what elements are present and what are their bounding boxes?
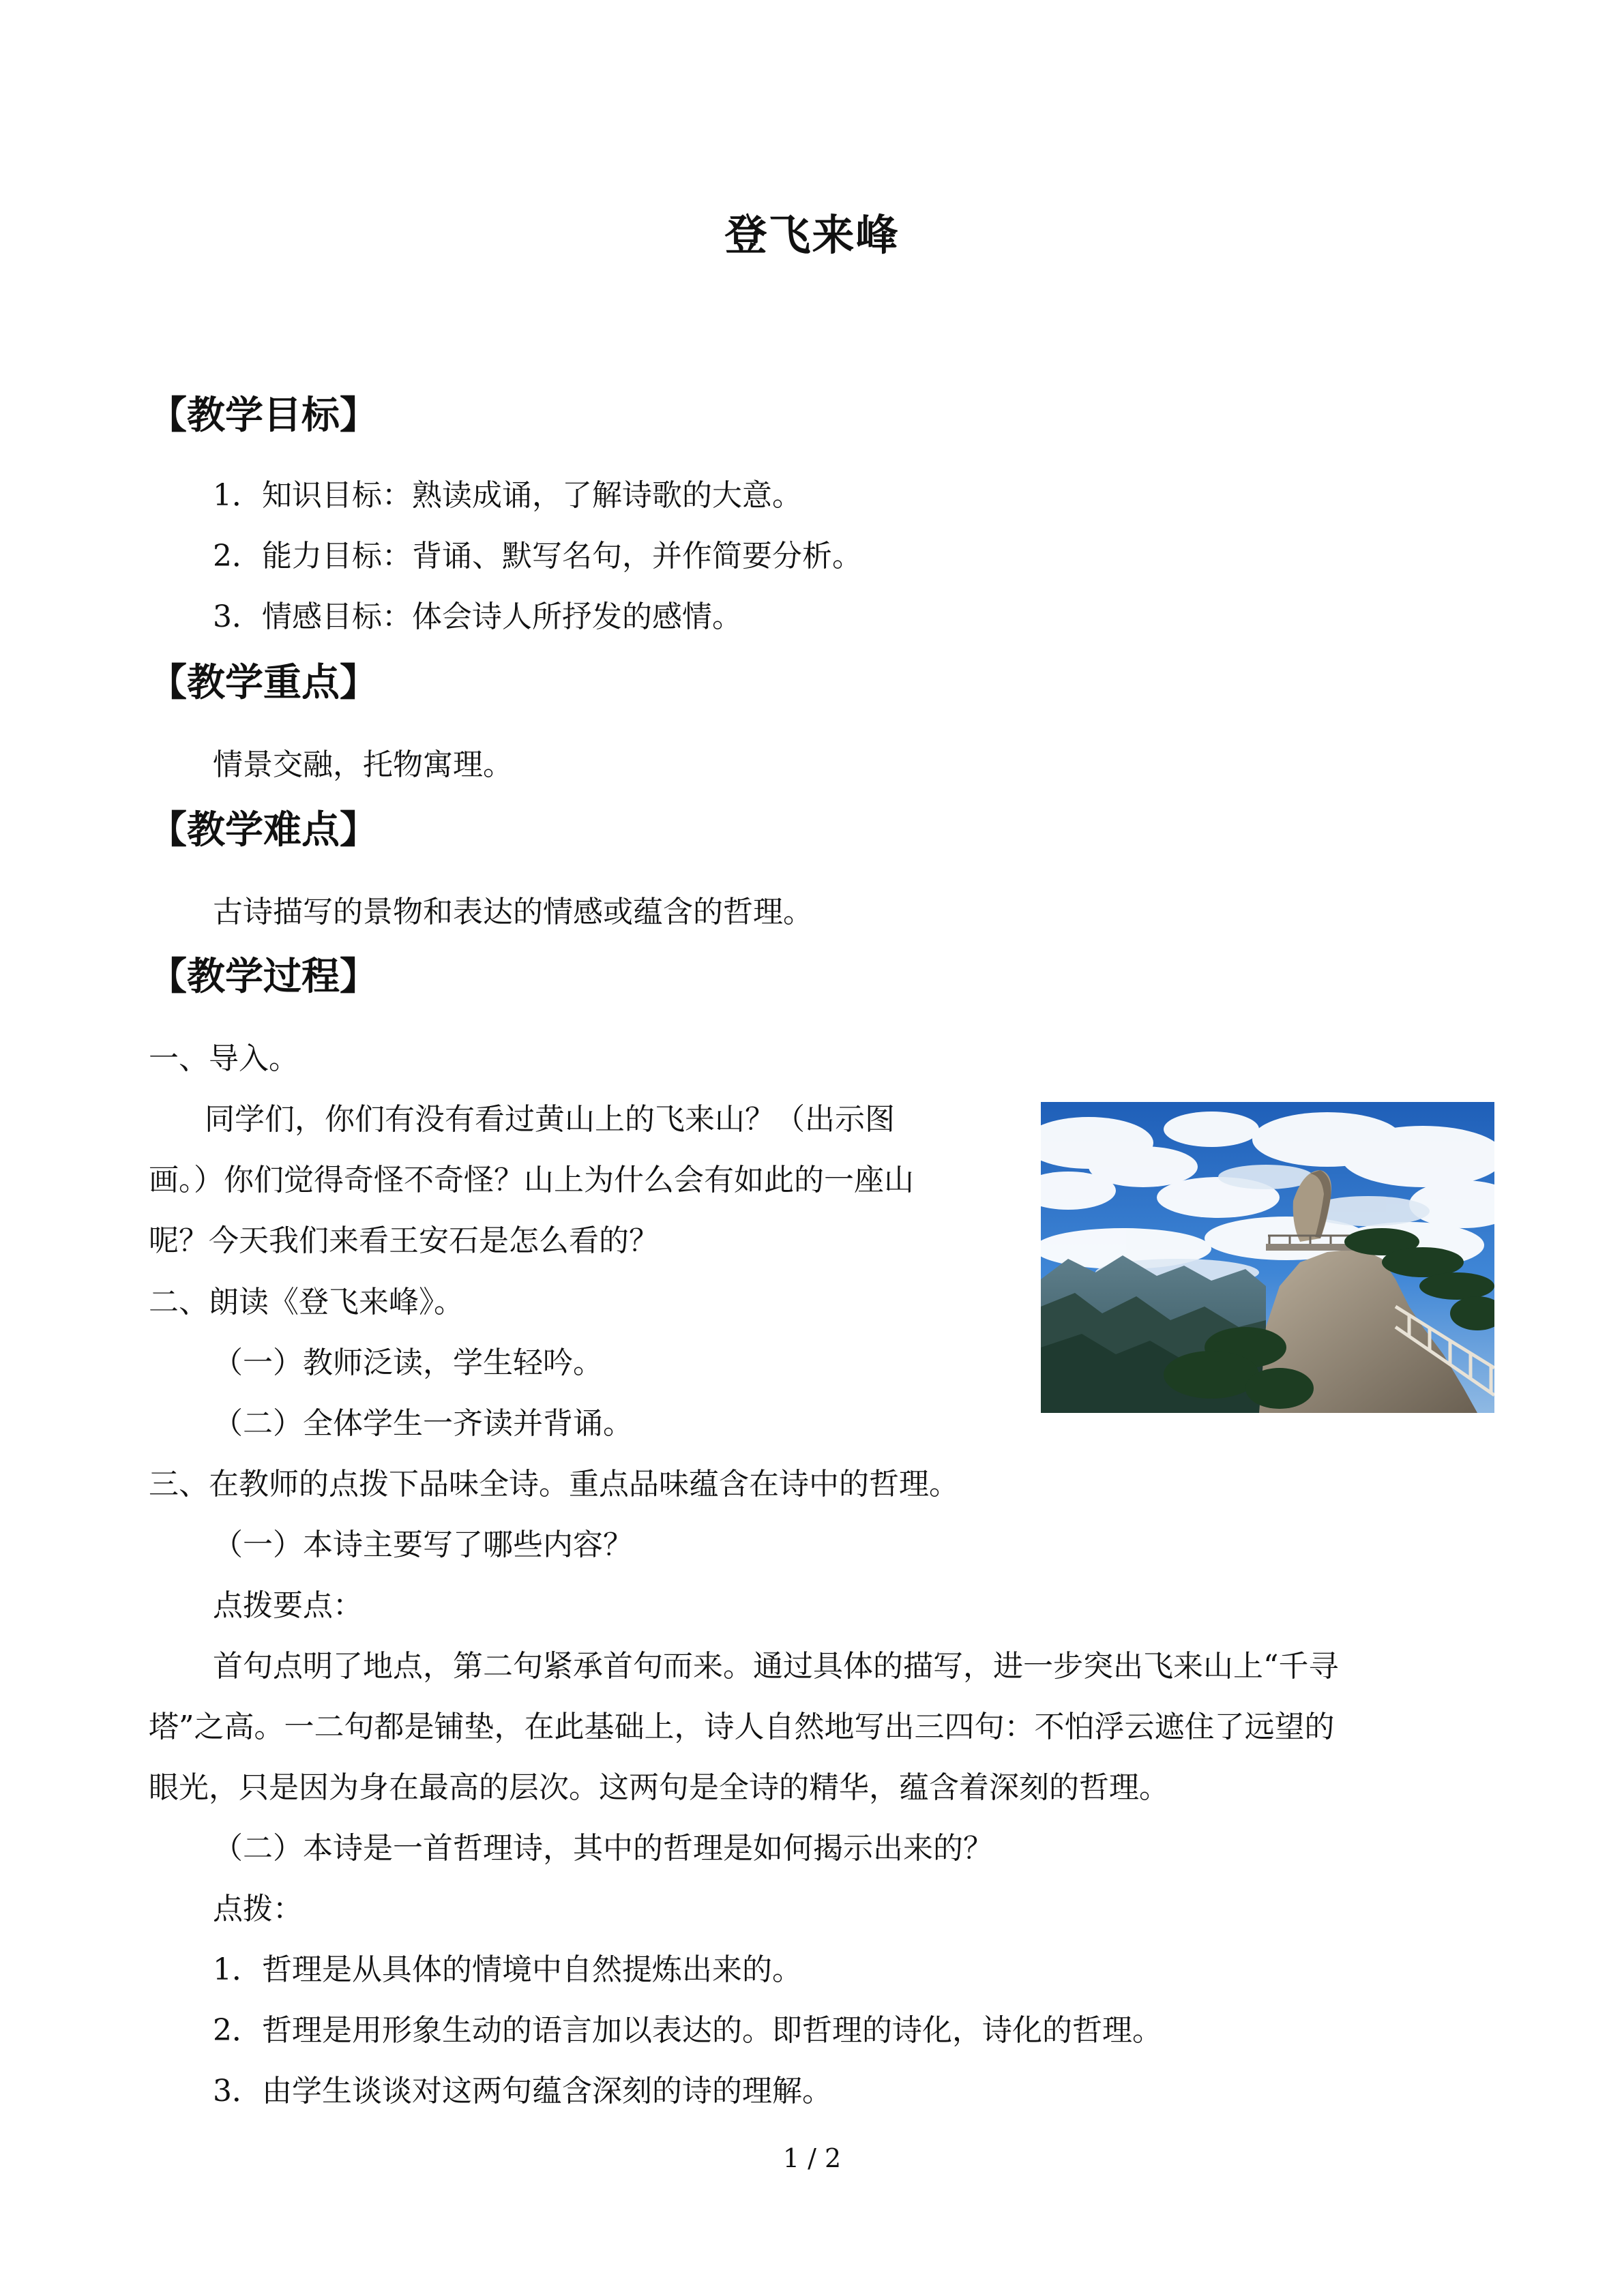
feilai-peak-photo: [1041, 1102, 1494, 1413]
process-line: 塔”之高。一二句都是铺垫，在此基础上，诗人自然地写出三四句：不怕浮云遮住了远望的: [149, 1710, 1335, 1744]
goal-item-3: 3．情感目标：体会诗人所抒发的感情。: [213, 599, 742, 634]
process-line: （一）本诗主要写了哪些内容？: [213, 1527, 633, 1562]
heading-teaching-process: 【教学过程】: [149, 955, 378, 999]
process-line: （二）全体学生一齐读并背诵。: [213, 1406, 633, 1441]
document-title: 登飞来峰: [724, 210, 900, 260]
heading-teaching-difficulty: 【教学难点】: [149, 808, 378, 852]
difficulty-text: 古诗描写的景物和表达的情感或蕴含的哲理。: [213, 895, 813, 929]
process-line: 同学们，你们有没有看过黄山上的飞来山？（出示图: [205, 1102, 895, 1137]
process-line: 眼光，只是因为身在最高的层次。这两句是全诗的精华，蕴含着深刻的哲理。: [149, 1770, 1169, 1805]
process-line: 点拨要点：: [213, 1588, 363, 1623]
process-line: 呢？今天我们来看王安石是怎么看的？: [149, 1223, 659, 1258]
process-line: 二、朗读《登飞来峰》。: [149, 1285, 464, 1320]
process-line: （一）教师泛读，学生轻吟。: [213, 1345, 603, 1380]
process-line: 一、导入。: [149, 1041, 299, 1076]
process-line: 三、在教师的点拨下品味全诗。重点品味蕴含在诗中的哲理。: [149, 1467, 959, 1502]
heading-teaching-goals: 【教学目标】: [149, 393, 378, 438]
goal-item-2: 2．能力目标：背诵、默写名句，并作简要分析。: [213, 539, 862, 573]
process-line: 3．由学生谈谈对这两句蕴含深刻的诗的理解。: [213, 2074, 832, 2108]
heading-teaching-key: 【教学重点】: [149, 661, 378, 705]
process-line: 点拨：: [213, 1892, 303, 1926]
page-number: 1 / 2: [782, 2143, 842, 2173]
process-line: 1．哲理是从具体的情境中自然提炼出来的。: [213, 1952, 802, 1987]
process-line: 首句点明了地点，第二句紧承首句而来。通过具体的描写，进一步突出飞来山上“千寻: [213, 1649, 1339, 1684]
process-line: （二）本诗是一首哲理诗，其中的哲理是如何揭示出来的？: [213, 1831, 993, 1866]
goal-item-1: 1．知识目标：熟读成诵，了解诗歌的大意。: [213, 478, 802, 513]
process-line: 2．哲理是用形象生动的语言加以表达的。即哲理的诗化，诗化的哲理。: [213, 2013, 1162, 2048]
key-text: 情景交融，托物寓理。: [213, 747, 513, 782]
process-line: 画。）你们觉得奇怪不奇怪？山上为什么会有如此的一座山: [149, 1163, 914, 1197]
